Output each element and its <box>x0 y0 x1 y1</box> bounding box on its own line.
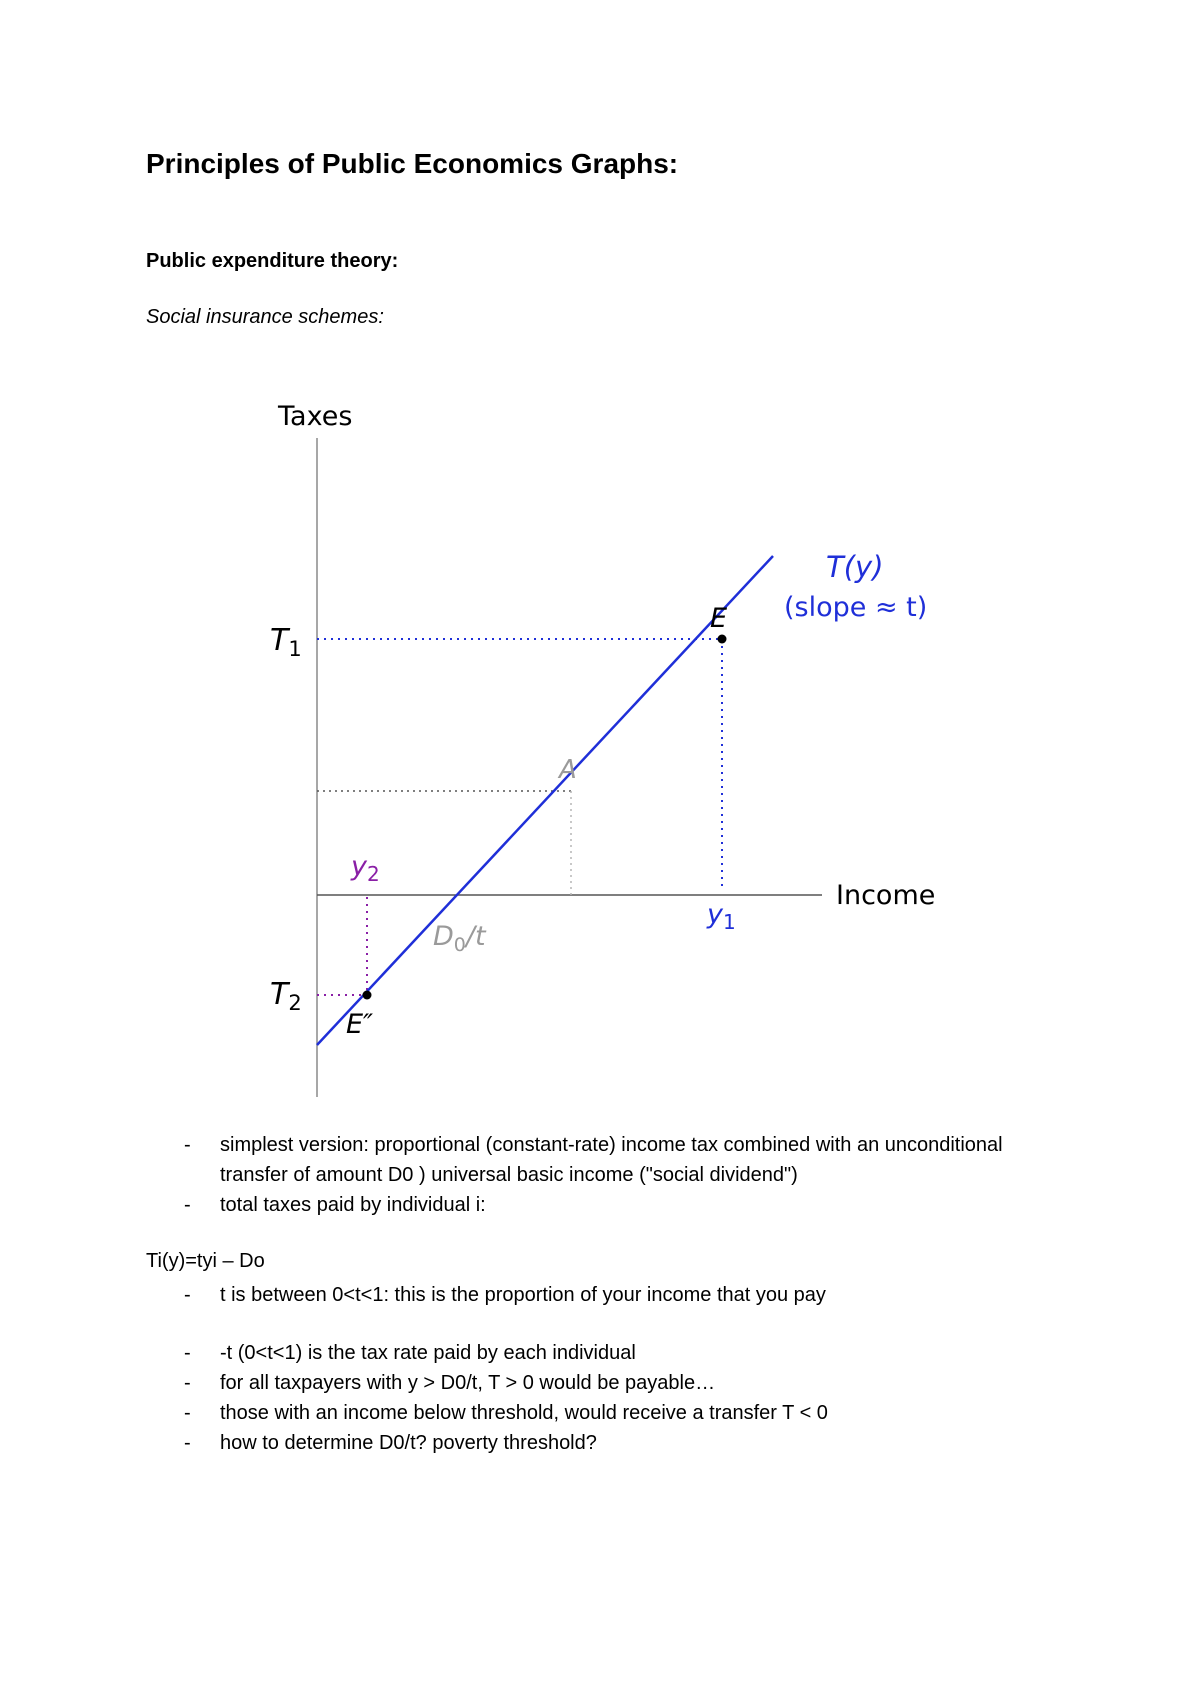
tax-formula: Ti(y)=tyi – Do <box>146 1250 265 1272</box>
bullet-dash: - <box>184 1372 191 1394</box>
bullet-text: for all taxpayers with y > D0/t, T > 0 would be payable… <box>220 1372 716 1394</box>
y-axis-label: Taxes <box>278 401 353 432</box>
bullet-text: how to determine D0/t? poverty threshold? <box>220 1432 597 1454</box>
label-e: E <box>710 603 728 634</box>
list-item <box>146 1368 1046 1398</box>
label-a: A <box>559 755 577 785</box>
x-axis-label: Income <box>836 880 936 911</box>
list-item <box>146 1338 1046 1368</box>
bullet-text: those with an income below threshold, would receive a transfer T < 0 <box>220 1402 828 1424</box>
list-item <box>146 1398 1046 1428</box>
bullet-dash: - <box>184 1342 191 1364</box>
label-t2: $T_2$ <box>270 977 302 1015</box>
page-title: Principles of Public Economics Graphs: <box>146 148 679 179</box>
slope-label: (slope ≈ t) <box>784 592 928 623</box>
bullet-dash: - <box>184 1194 191 1216</box>
bullet-dash: - <box>184 1134 191 1156</box>
bullet-text: -t (0<t<1) is the tax rate paid by each individual <box>220 1342 636 1364</box>
point-e <box>718 635 727 644</box>
tax-line <box>317 556 773 1045</box>
label-t1: $T_1$ <box>270 623 302 661</box>
label-e-double-prime: E″ <box>346 1009 374 1040</box>
point-e-double-prime <box>363 991 372 1000</box>
subsection-heading: Social insurance schemes: <box>146 306 384 328</box>
list-item <box>146 1280 1046 1310</box>
list-item <box>146 1190 1046 1220</box>
label-d0-over-t: $D_0/t$ <box>433 921 486 956</box>
label-y2: $y_2$ <box>351 851 380 886</box>
bullet-dash: - <box>184 1432 191 1454</box>
bullet-text: total taxes paid by individual i: <box>220 1194 486 1216</box>
bullet-dash: - <box>184 1284 191 1306</box>
bullet-text: simplest version: proportional (constant-rate) income tax combined with an unconditional transfer of amount D0 ) universal basic income ("social dividend") <box>220 1134 1003 1186</box>
bullet-text: t is between 0<t<1: this is the proportion of your income that you pay <box>220 1284 826 1306</box>
section-heading: Public expenditure theory: <box>146 250 399 272</box>
bullet-dash: - <box>184 1402 191 1424</box>
list-item <box>146 1130 1046 1190</box>
label-y1: $y_1$ <box>707 899 736 934</box>
bullet-list-top <box>146 1130 1046 1220</box>
bullet-list-bottom <box>146 1280 1046 1458</box>
list-item <box>146 1428 1046 1458</box>
line-label: T(y) <box>826 550 884 584</box>
